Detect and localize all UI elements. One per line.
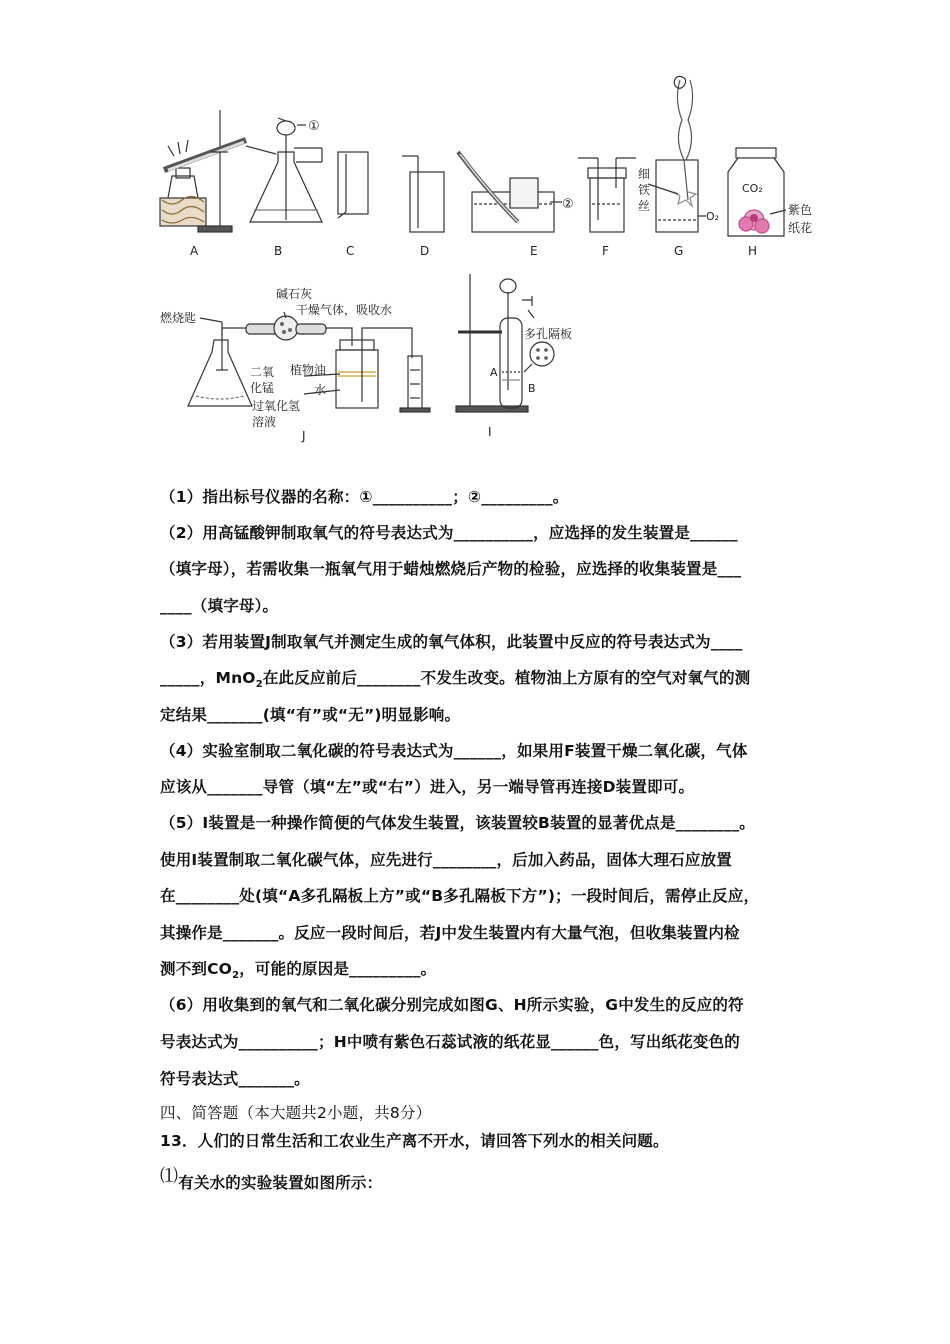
iron-wire-char-3: 丝 [638,199,651,213]
question-5-line-5 [160,957,800,981]
question-3-line-2 [160,666,800,690]
question-1: （1）指出标号仪器的名称：①__________；②_________。 [160,488,569,506]
apparatus-figure [150,70,830,450]
q5e-pre: 测不到CO [160,960,233,978]
question-6-line-1: （6）用收集到的氧气和二氧化碳分别完成如图G、H所示实验，G中发生的反应的符 [160,996,744,1014]
number-2-label: ② [562,197,574,212]
question-13-part-1 [160,1168,800,1194]
question-5-line-2: 使用I装置制取二氧化碳气体，应先进行________，后加入药品，固体大理石应放置 [160,851,732,869]
purple-flower-line-2: 纸花 [788,221,813,235]
label-b: B [274,244,283,258]
apparatus-d [402,156,444,232]
point-a-label: A [490,366,498,379]
apparatus-c [338,152,368,218]
label-e: E [530,244,538,258]
label-f: F [602,244,609,258]
question-6-line-3: 符号表达式_______。 [160,1070,310,1088]
iron-wire-char-2: 铁 [638,183,651,197]
q3b-post: 在此反应前后________不发生改变。植物油上方原有的空气对氧气的测 [262,669,751,687]
label-h: H [748,244,758,258]
soda-lime-label: 碱石灰 [276,287,313,301]
q3b-sub: 2 [255,679,263,691]
label-j: J [302,429,306,443]
h2o2-label-1: 过氧化氢 [252,399,301,413]
label-i: I [488,425,492,439]
label-a: A [190,244,199,258]
apparatus-i [456,274,554,412]
water-label: 水 [314,383,327,397]
question-2-line-2: （填字母），若需收集一瓶氧气用于蜡烛燃烧后产物的检验，应选择的收集装置是___ [160,560,742,578]
dry-gas-label: 干燥气体，吸收水 [296,303,393,317]
apparatus-f [578,158,636,232]
iron-wire-char-1: 细 [638,167,651,181]
o2-label: O₂ [706,210,720,223]
mno2-label-2: 化锰 [250,381,275,395]
section-4-heading: 四、简答题（本大题共2小题，共8分） [160,1104,432,1122]
q5e-post: ，可能的原因是_________。 [239,960,437,978]
question-2-line-3: ____（填字母）。 [160,597,279,615]
porous-plate-label: 多孔隔板 [524,327,573,341]
q3b-pre: _____，MnO [160,669,256,687]
label-c: C [346,244,355,258]
apparatus-g [648,76,706,232]
q13-1-text: 有关水的实验装置如图所示： [178,1174,383,1192]
question-6-line-2: 号表达式为__________；H中喷有紫色石蕊试液的纸花显______色，写出纸花变色的 [160,1033,740,1051]
question-3-line-1: （3）若用装置J制取氧气并测定生成的氧气体积，此装置中反应的符号表达式为____ [160,633,743,651]
point-b-label: B [528,382,536,395]
apparatus-e [458,152,562,232]
co2-label: CO₂ [742,182,763,195]
mno2-label-1: 二氧 [250,365,275,379]
question-4-line-2: 应该从_______导管（填“左”或“右”）进入，另一端导管再连接D装置即可。 [160,778,695,796]
question-5-line-3: 在________处(填“A多孔隔板上方”或“B多孔隔板下方”)；一段时间后，需停止反应， [160,887,760,905]
question-5-line-1: （5）I装置是一种操作简便的气体发生装置，该装置较B装置的显著优点是________。 [160,814,755,832]
purple-flower-line-1: 紫色 [788,203,813,217]
q13-1-number: ⑴ [160,1166,179,1187]
number-1-label: ① [308,119,320,134]
question-5-line-4: 其操作是_______。反应一段时间后，若J中发生装置内有大量气泡，但收集装置内检 [160,924,740,942]
question-2-line-1: （2）用高锰酸钾制取氧气的符号表达式为__________，应选择的发生装置是______ [160,524,738,542]
question-3-line-3: 定结果_______(填“有”或“无”)明显影响。 [160,706,461,724]
apparatus-j [188,312,430,412]
question-4-line-1: （4）实验室制取二氧化碳的符号表达式为______，如果用F装置干燥二氧化碳，气体 [160,742,748,760]
q5e-sub: 2 [232,970,240,982]
question-13: 13．人们的日常生活和工农业生产离不开水，请回答下列水的相关问题。 [160,1132,669,1150]
apparatus-a [160,110,276,232]
h2o2-label-2: 溶液 [252,415,277,429]
label-d: D [420,244,430,258]
oil-label: 植物油 [290,363,327,377]
label-g: G [674,244,684,258]
spoon-label: 燃烧匙 [160,311,197,325]
